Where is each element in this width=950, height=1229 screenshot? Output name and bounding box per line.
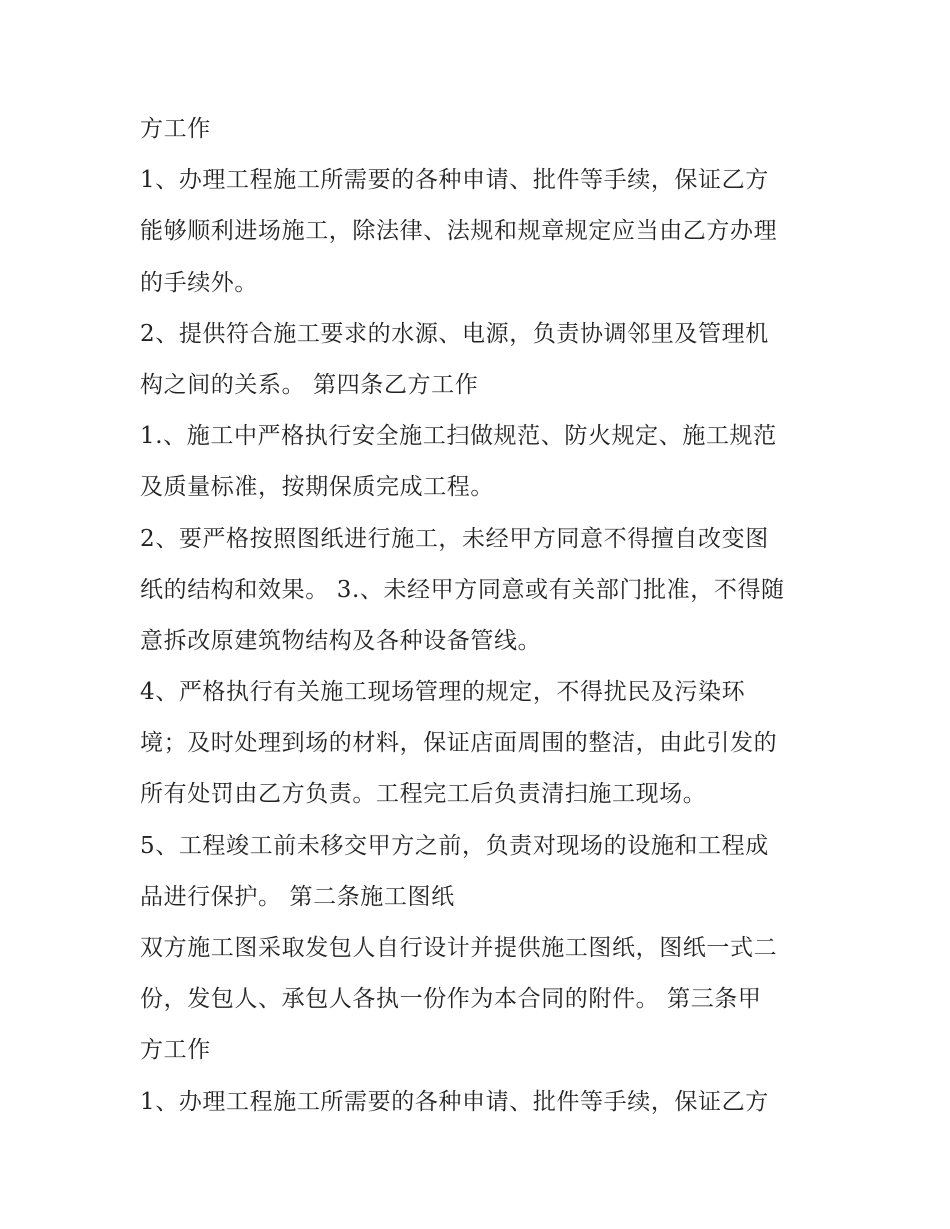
text-line: 5、工程竣工前未移交甲方之前，负责对现场的设施和工程成 [140,832,769,859]
text-line: 的手续外。 [140,269,258,296]
text-line: 双方施工图采取发包人自行设计并提供施工图纸，图纸一式二 [140,935,778,961]
text-line: 品进行保护。 第二条施工图纸 [140,883,455,910]
document-body [140,104,820,1128]
text-line: 意拆改原建筑物结构及各种设备管线。 [140,627,542,654]
text-line: 纸的结构和效果。 3.、未经甲方同意或有关部门批准，不得随 [140,576,785,603]
text-line: 境；及时处理到场的材料，保证店面周围的整洁，由此引发的 [140,730,778,757]
text-line: 4、严格执行有关施工现场管理的规定，不得扰民及污染环 [140,679,746,706]
text-line: 方工作 [140,1037,211,1064]
text-line: 份，发包人、承包人各执一份作为本合同的附件。 第三条甲 [140,986,762,1013]
text-line: 1、办理工程施工所需要的各种申请、批件等手续，保证乙方 [140,167,769,194]
text-line: 能够顺利进场施工，除法律、法规和规章规定应当由乙方办理 [140,218,778,245]
text-line: 及质量标准，按期保质完成工程。 [140,474,494,501]
text-line: 1.、施工中严格执行安全施工扫做规范、防火规定、施工规范 [140,423,777,450]
text-line: 1、办理工程施工所需要的各种申请、批件等手续，保证乙方 [140,1088,769,1115]
text-line: 构之间的关系。 第四条乙方工作 [140,371,479,398]
text-line: 方工作 [140,116,211,142]
text-line: 2、提供符合施工要求的水源、电源，负责协调邻里及管理机 [140,320,769,347]
text-line: 2、要严格按照图纸进行施工，未经甲方同意不得擅自改变图 [140,525,769,552]
text-line: 所有处罚由乙方负责。工程完工后负责清扫施工现场。 [140,781,707,808]
